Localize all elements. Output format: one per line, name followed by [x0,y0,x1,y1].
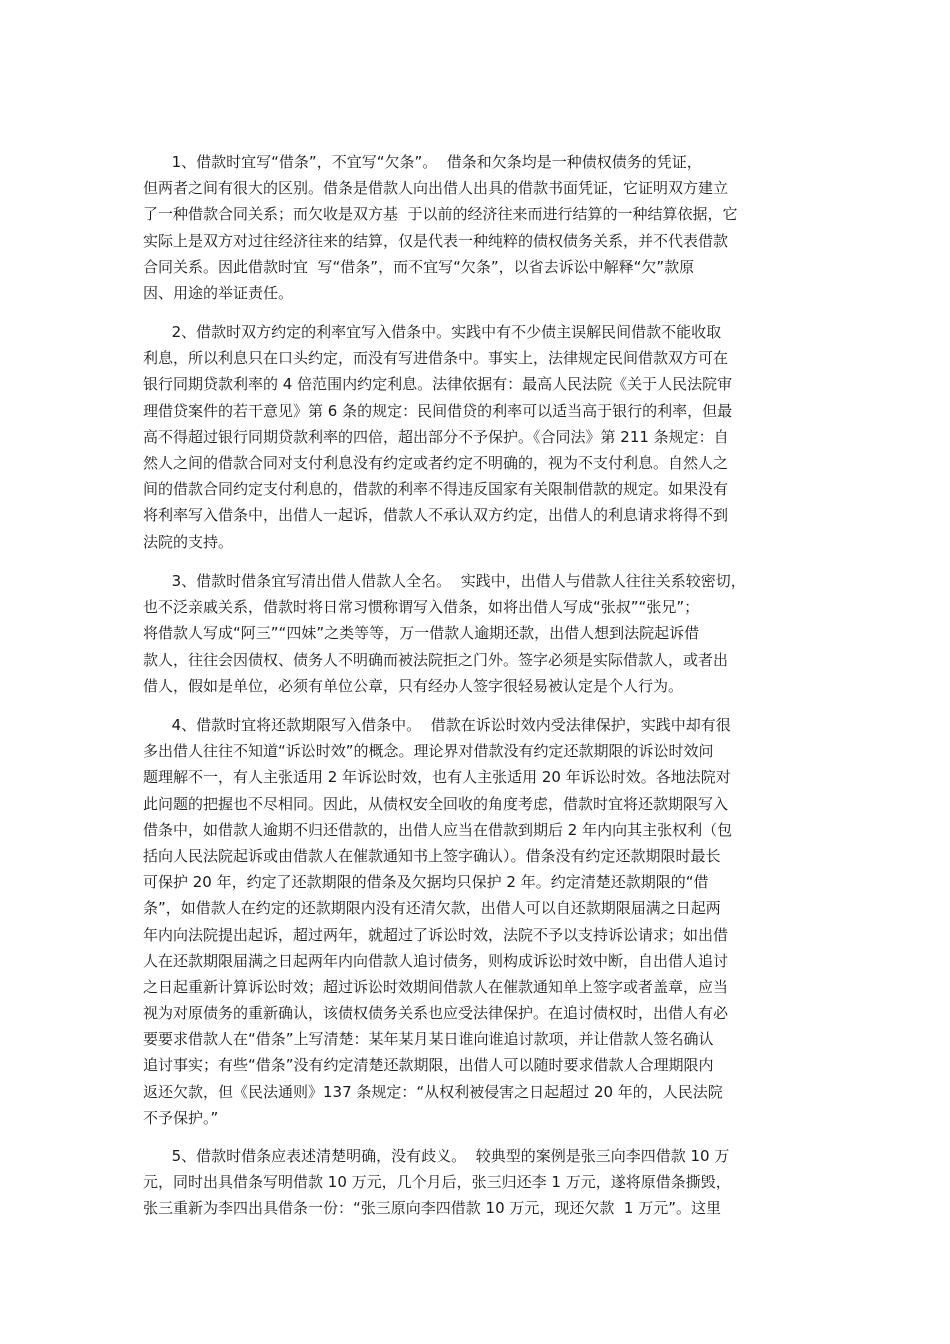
text-line: 间的借款合同约定支付利息的，借款的利率不得违反国家有关限制借款的规定。如果没有 [143,480,729,499]
text-line: 追讨事实；有些“借条”没有约定清楚还款期限，出借人可以随时要求借款人合理期限内 [143,1056,714,1075]
text-line: 不予保护。” [143,1108,219,1127]
text-line: 因、用途的举证责任。 [143,283,294,302]
text-line: 5、借款时借条应表述清楚明确，没有歧义。 较典型的案例是张三向李四借款 10 万 [143,1147,730,1165]
text-line: 但两者之间有很大的区别。借条是借款人向出借人出具的借款书面凭证，它证明双方建立 [143,179,729,198]
text-line: 也不泛亲戚关系，借款时将日常习惯称谓写入借条，如将出借人写成“张叔”“张兄”； [143,598,700,617]
text-line: 之日起重新计算诉讼时效；超过诉讼时效期间借款人在催款通知单上签字或者盖章，应当 [143,977,729,996]
text-line: 借人，假如是单位，必须有单位公章，只有经办人签字很轻易被认定是个人行为。 [143,676,684,695]
paragraph-2 [143,319,732,555]
text-line: 将利率写入借条中，出借人一起诉，借款人不承认双方约定，出借人的利息请求将得不到 [143,506,729,525]
text-line: 然人之间的借款合同对支付利息没有约定或者约定不明确的，视为不支付利息。自然人之 [143,453,729,472]
text-line: 条”，如借款人在约定的还款期限内没有还清欠款，出借人可以自还款期限届满之日起两 [143,899,721,918]
text-line: 将借款人写成“阿三”“四妹”之类等等，万一借款人逾期还款，出借人想到法院起诉借 [143,624,700,643]
text-line: 2、借款时双方约定的利率宜写入借条中。实践中有不少债主误解民间借款不能收取 [143,323,722,341]
text-line: 高不得超过银行同期贷款利率的四倍，超出部分不予保护。《合同法》第 211 条规定：自 [143,427,729,446]
text-line: 银行同期贷款利率的 4 倍范围内约定利息。法律依据有：最高人民法院《关于人民法院审 [143,375,733,394]
text-line: 1、借款时宜写“借条”，不宜写“欠条”。 借条和欠条均是一种债权债务的凭证， [143,153,702,171]
text-line: 视为对原债务的重新确认，该债权债务关系也应受法律保护。在追讨债权时，出借人有必 [143,1004,729,1023]
text-line: 4、借款时宜将还款期限写入借条中。 借款在诉讼时效内受法律保护，实践中却有很 [143,716,731,734]
text-line: 合同关系。因此借款时宜 写“借条”，而不宜写“欠条”，以省去诉讼中解释“欠”款原 [143,257,695,276]
text-line: 法院的支持。 [143,532,234,551]
paragraph-4 [143,712,732,1131]
text-line: 利息，所以利息只在口头约定，而没有写进借条中。事实上，法律规定民间借款双方可在 [143,349,729,368]
text-line: 借条中，如借款人逾期不归还借款的，出借人应当在借款到期后 2 年内向其主张权利（包 [143,820,733,839]
text-line: 张三重新为李四出具借条一份：“张三原向李四借款 10 万元，现还欠款 1 万元”。这里 [143,1199,722,1218]
text-line: 理借贷案件的若干意见》第 6 条的规定：民间借贷的利率可以适当高于银行的利率，但最 [143,401,733,420]
text-line: 题理解不一，有人主张适用 2 年诉讼时效，也有人主张适用 20 年诉讼时效。各地法院对 [143,768,731,787]
text-line: 年内向法院提出起诉，超过两年，就超过了诉讼时效，法院不予以支持诉讼请求；如出借 [143,925,729,944]
text-line: 3、借款时借条宜写清出借人借款人全名。 实践中，出借人与借款人往往关系较密切， [143,572,746,590]
text-line: 此问题的把握也不尽相同。因此，从债权安全回收的角度考虑，借款时宜将还款期限写入 [143,794,729,813]
text-line: 实际上是双方对过往经济往来的结算，仅是代表一种纯粹的债权债务关系，并不代表借款 [143,231,729,250]
text-line: 返还欠款，但《民法通则》137 条规定：“从权利被侵害之日起超过 20 年的，人民法院 [143,1082,723,1101]
text-line: 多出借人往往不知道“诉讼时效”的概念。理论界对借款没有约定还款期限的诉讼时效问 [143,742,714,761]
paragraph-5 [143,1143,731,1222]
text-line: 人在还款期限届满之日起两年内向借款人追讨债务，则构成诉讼时效中断，自出借人追讨 [143,951,729,970]
text-line: 可保护 20 年，约定了还款期限的借条及欠据均只保护 2 年。约定清楚还款期限的“借 [143,873,709,892]
text-line: 了一种借款合同关系；而欠收是双方基 于以前的经济往来而进行结算的一种结算依据，它 [143,205,738,224]
paragraph-3 [143,568,746,699]
text-line: 要要求借款人在“借条”上写清楚：某年某月某日谁向谁追讨款项，并让借款人签名确认 [143,1030,714,1049]
paragraph-1 [143,149,738,306]
text-line: 款人，往往会因债权、债务人不明确而被法院拒之门外。签字必须是实际借款人，或者出 [143,650,729,669]
text-line: 括向人民法院起诉或由借款人在催款通知书上签字确认）。借条没有约定还款期限时最长 [143,846,721,865]
text-line: 元，同时出具借条写明借款 10 万元，几个月后，张三归还李 1 万元，遂将原借条撕毁， [143,1173,731,1192]
